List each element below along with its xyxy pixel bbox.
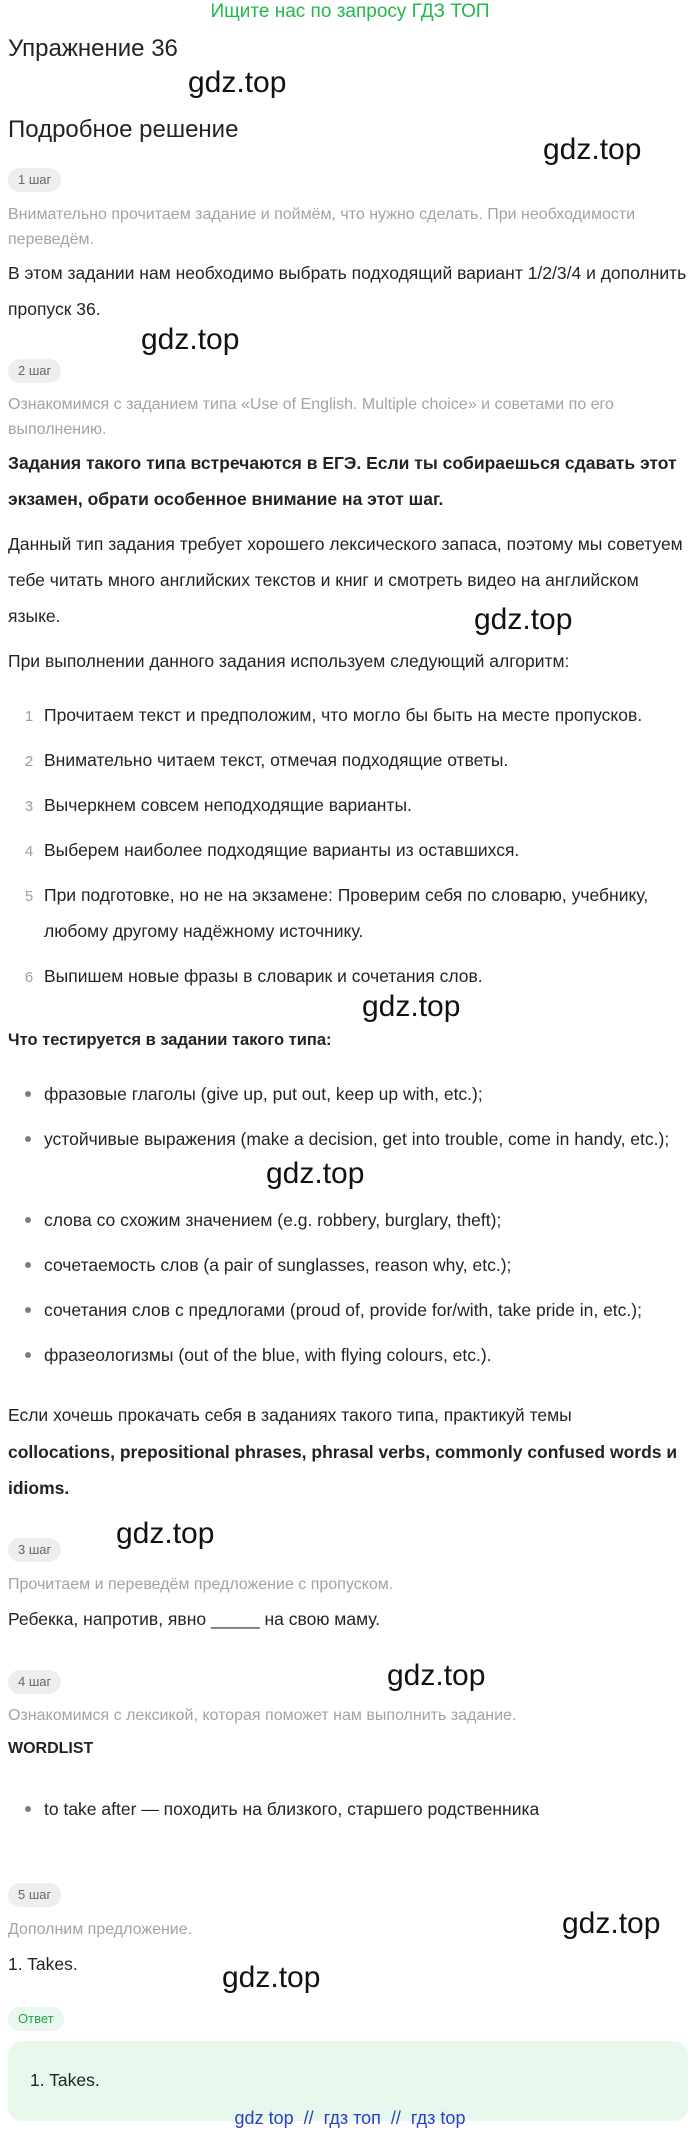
tested-item: фразеологизмы (out of the blue, with flying colours, etc.).	[44, 1345, 492, 1365]
algorithm-step: Вычеркнем совсем неподходящие варианты.	[44, 795, 412, 815]
step-5-hint: Дополним предложение.	[8, 1921, 193, 1938]
step-5-badge: 5 шаг	[8, 1883, 61, 1907]
solution-heading: Подробное решение	[8, 116, 239, 143]
step-3-hint: Прочитаем и переведём предложение с пропуском.	[8, 1576, 394, 1593]
list-number: 3	[24, 798, 34, 815]
step-1-text: В этом задании нам необходимо выбрать подходящий вариант 1/2/3/4 и дополнить пропуск 36.	[8, 263, 687, 319]
step-1-hint: Внимательно прочитаем задание и поймём, что нужно сделать. При необходимости переведём.	[8, 206, 636, 248]
answer-text: 1. Takes.	[30, 2070, 100, 2090]
watermark: gdz.top	[543, 133, 642, 166]
step-3-sentence: Ребекка, напротив, явно _____ на свою маму.	[8, 1609, 381, 1629]
algorithm-step: Выпишем новые фразы в словарик и сочетания слов.	[44, 966, 483, 986]
algorithm-step: Внимательно читаем текст, отмечая подходящие ответы.	[44, 750, 509, 770]
step-5-text: 1. Takes.	[8, 1954, 78, 1974]
step-2-badge: 2 шаг	[8, 359, 61, 383]
bullet	[25, 1217, 31, 1223]
practice-intro: Если хочешь прокачать себя в заданиях такого типа, практикуй темы	[8, 1405, 572, 1425]
algorithm-step: Выберем наиболее подходящие варианты из оставшихся.	[44, 840, 520, 860]
list-number: 5	[24, 888, 34, 905]
watermark: gdz.top	[362, 990, 461, 1023]
list-number: 2	[24, 753, 34, 770]
practice-topics: collocations, prepositional phrases, phrasal verbs, commonly confused words и idioms.	[8, 1442, 678, 1498]
watermark: gdz.top	[474, 603, 573, 636]
watermark: gdz.top	[188, 66, 287, 99]
bullet	[25, 1262, 31, 1268]
tested-item: сочетания слов с предлогами (proud of, provide for/with, take pride in, etc.);	[44, 1300, 642, 1320]
watermark: gdz.top	[222, 1961, 321, 1994]
algorithm-step: При подготовке, но не на экзамене: Проверим себя по словарю, учебнику, любому другому надёжному источнику.	[44, 885, 649, 941]
bullet	[25, 1806, 31, 1812]
step-2-hint: Ознакомимся с заданием типа «Use of English. Multiple choice» и советами по его выполнению.	[8, 396, 614, 438]
tested-item: слова со схожим значением (e.g. robbery, burglary, theft);	[44, 1210, 502, 1230]
answer-badge: Ответ	[8, 2007, 64, 2031]
list-number: 4	[24, 843, 34, 860]
tested-item: устойчивые выражения (make a decision, get into trouble, come in handy, etc.);	[44, 1129, 670, 1149]
footer-links[interactable]: gdz top // гдз топ // гдз top	[234, 2108, 466, 2128]
watermark: gdz.top	[141, 323, 240, 356]
tested-heading: Что тестируется в задании такого типа:	[8, 1031, 332, 1049]
bullet	[25, 1136, 31, 1142]
watermark: gdz.top	[266, 1157, 365, 1190]
list-number: 1	[24, 708, 34, 725]
bullet	[25, 1307, 31, 1313]
vocabulary-advice: Данный тип задания требует хорошего лексического запаса, поэтому мы советуем тебе читать много английских текстов и книг и смотреть видео на английском языке.	[8, 534, 683, 626]
list-number: 6	[24, 969, 34, 986]
step-3-badge: 3 шаг	[8, 1538, 61, 1562]
wordlist-label: WORDLIST	[8, 1740, 94, 1757]
search-banner: Ищите нас по запросу ГДЗ ТОП	[210, 1, 490, 22]
step-4-badge: 4 шаг	[8, 1670, 61, 1694]
step-4-hint: Ознакомимся с лексикой, которая поможет нам выполнить задание.	[8, 1707, 517, 1724]
wordlist-item: to take after — походить на близкого, старшего родственника	[44, 1799, 540, 1819]
watermark: gdz.top	[387, 1659, 486, 1692]
step-1-badge: 1 шаг	[8, 168, 61, 192]
bullet	[25, 1091, 31, 1097]
ege-note: Задания такого типа встречаются в ЕГЭ. Если ты собираешься сдавать этот экзамен, обрати особенное внимание на этот шаг.	[8, 453, 677, 509]
tested-item: сочетаемость слов (a pair of sunglasses, reason why, etc.);	[44, 1255, 512, 1275]
algorithm-intro: При выполнении данного задания используем следующий алгоритм:	[8, 651, 570, 671]
tested-item: фразовые глаголы (give up, put out, keep up with, etc.);	[44, 1084, 483, 1104]
algorithm-step: Прочитаем текст и предположим, что могло бы быть на месте пропусков.	[44, 705, 643, 725]
bullet	[25, 1352, 31, 1358]
watermark: gdz.top	[116, 1517, 215, 1550]
watermark: gdz.top	[562, 1907, 661, 1940]
exercise-title: Упражнение 36	[8, 35, 178, 62]
